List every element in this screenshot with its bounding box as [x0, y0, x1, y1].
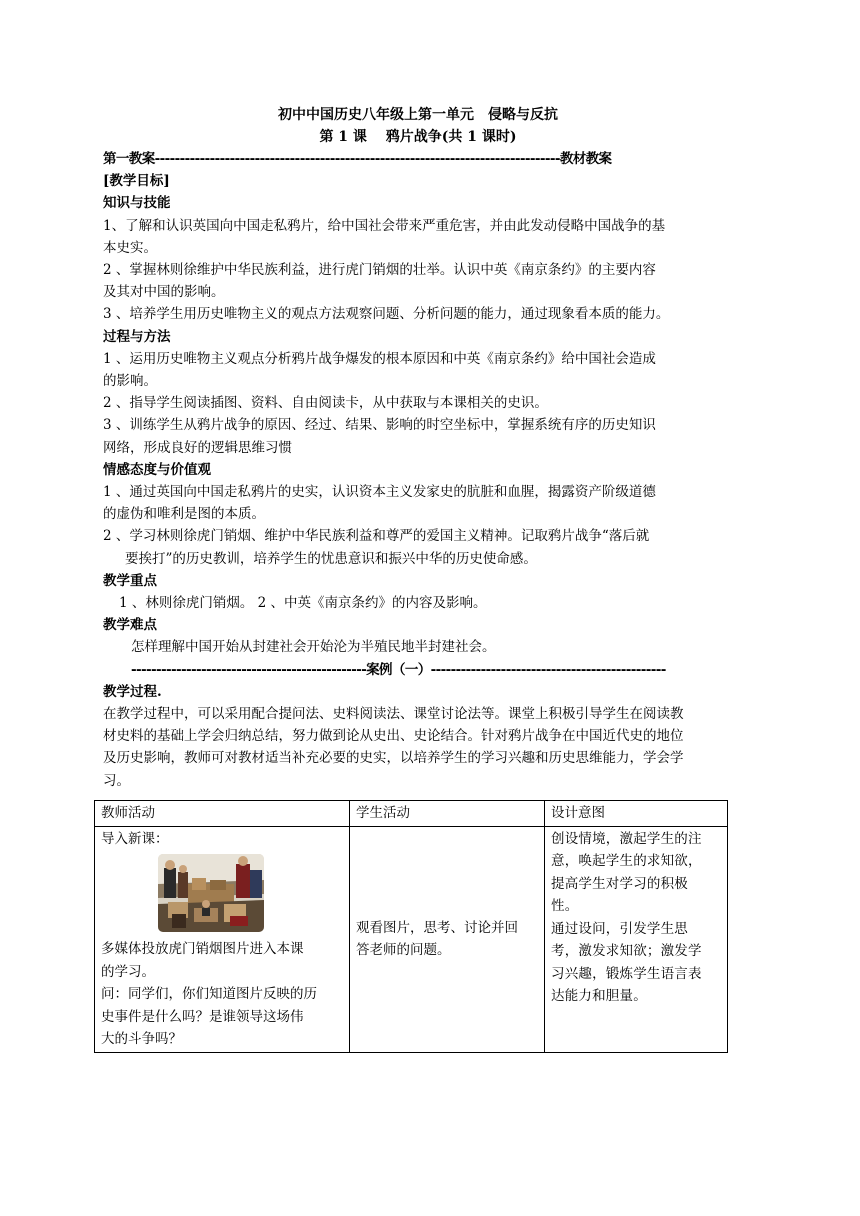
difficulty-text: 怎样理解中国开始从封建社会开始沦为半殖民地半封建社会。 — [131, 639, 496, 656]
teacher-line: 多媒体投放虎门销烟图片进入本课 — [101, 941, 304, 957]
objectives-heading: [教学目标] — [103, 173, 170, 190]
knowledge-line: 本史实。 — [103, 239, 157, 256]
emotion-heading: 情感态度与价值观 — [103, 461, 211, 478]
lesson-title: 第 1 课 鸦片战争(共 1 课时) — [319, 129, 517, 145]
design-line: 创设情境，激起学生的注 — [551, 830, 702, 847]
design-intent-cell — [545, 826, 728, 1052]
design-line: 性。 — [551, 898, 579, 914]
knowledge-heading: 知识与技能 — [103, 195, 171, 212]
document-body — [103, 104, 733, 792]
key-points-text: 1 、林则徐虎门销烟。 2 、中英《南京条约》的内容及影响。 — [119, 595, 487, 612]
process-line: 的影响。 — [103, 373, 157, 390]
teaching-process-heading: 教学过程. — [103, 683, 162, 700]
teaching-process-line: 在教学过程中，可以采用配合提问法、史料阅读法、课堂讨论法等。课堂上积极引导学生在阅读教 — [103, 706, 684, 723]
key-points-heading: 教学重点 — [103, 572, 157, 589]
design-line: 意，唤起学生的求知欲， — [551, 853, 702, 869]
emotion-line: 1 、通过英国向中国走私鸦片的史实，认识资本主义发家史的肮脏和血腥，揭露资产阶级道德 — [103, 484, 656, 501]
design-line: 达能力和胆量。 — [551, 988, 647, 1004]
design-line: 通过设问，引发学生思 — [551, 920, 688, 937]
teaching-process-line: 材史料的基础上学会归纳总结，努力做到论从史出、史论结合。针对鸦片战争在中国近代史的地位 — [103, 728, 684, 745]
emotion-line: 2 、学习林则徐虎门销烟、维护中华民族利益和尊严的爱国主义精神。记取鸦片战争“落后就 — [103, 528, 650, 545]
table-header-row — [95, 801, 728, 827]
lesson-activity-table — [94, 800, 728, 1053]
teacher-line: 问：同学们，你们知道图片反映的历 — [101, 986, 317, 1002]
teacher-line: 大的斗争吗？ — [101, 1031, 182, 1047]
emotion-line: 的虚伪和唯利是图的本质。 — [103, 506, 265, 523]
student-line: 观看图片，思考、讨论并回 — [356, 919, 518, 936]
header-teacher-activity: 教师活动 — [95, 801, 350, 827]
design-line: 习兴趣，锻炼学生语言表 — [551, 965, 702, 982]
knowledge-line: 及其对中国的影响。 — [103, 284, 225, 301]
student-activity-cell — [350, 826, 545, 1052]
process-line: 网络，形成良好的逻辑思维习惯 — [103, 439, 292, 456]
table-row — [95, 826, 728, 1052]
knowledge-line: 2 、掌握林则徐维护中华民族利益，进行虎门销烟的壮举。认识中英《南京条约》的主要内容 — [103, 262, 656, 279]
humen-opium-destruction-picture-icon — [158, 854, 264, 932]
teaching-process-line: 及历史影响，教师可对教材适当补充必要的史实，以培养学生的学习兴趣和历史思维能力，学会学 — [103, 750, 684, 767]
teaching-process-line: 习。 — [103, 772, 130, 789]
process-line: 3 、训练学生从鸦片战争的原因、经过、结果、影响的时空坐标中，掌握系统有序的历史知识 — [103, 417, 656, 434]
section-separator: 第一教案---------------------------------------------------------------------------------教材教案 — [103, 151, 612, 167]
difficulty-heading: 教学难点 — [103, 617, 157, 634]
intro-label: 导入新课： — [101, 830, 169, 847]
teacher-line: 的学习。 — [101, 963, 155, 980]
case-separator: -----------------------------------------------案例（一）----------------------------------------------- — [131, 661, 666, 678]
process-line: 2 、指导学生阅读插图、资料、自由阅读卡，从中获取与本课相关的史识。 — [103, 395, 548, 412]
student-line: 答老师的问题。 — [356, 942, 451, 958]
header-student-activity: 学生活动 — [350, 801, 545, 827]
process-heading: 过程与方法 — [103, 328, 171, 345]
design-line: 提高学生对学习的积极 — [551, 875, 688, 892]
knowledge-line: 3 、培养学生用历史唯物主义的观点方法观察问题、分析问题的能力，通过现象看本质的能力。 — [103, 306, 670, 323]
knowledge-line: 1、了解和认识英国向中国走私鸦片，给中国社会带来严重危害，并由此发动侵略中国战争的基 — [103, 217, 666, 234]
emotion-line: 要挨打”的历史教训，培养学生的忧患意识和振兴中华的历史使命感。 — [125, 550, 537, 567]
teacher-line: 史事件是什么吗？是谁领导这场伟 — [101, 1008, 304, 1025]
header-design-intent: 设计意图 — [545, 801, 728, 827]
document-title: 初中中国历史八年级上第一单元 侵略与反抗 — [278, 107, 558, 123]
teacher-activity-cell — [95, 826, 350, 1052]
design-line: 考，激发求知欲；激发学 — [551, 943, 702, 959]
process-line: 1 、运用历史唯物主义观点分析鸦片战争爆发的根本原因和中英《南京条约》给中国社会造成 — [103, 350, 656, 367]
